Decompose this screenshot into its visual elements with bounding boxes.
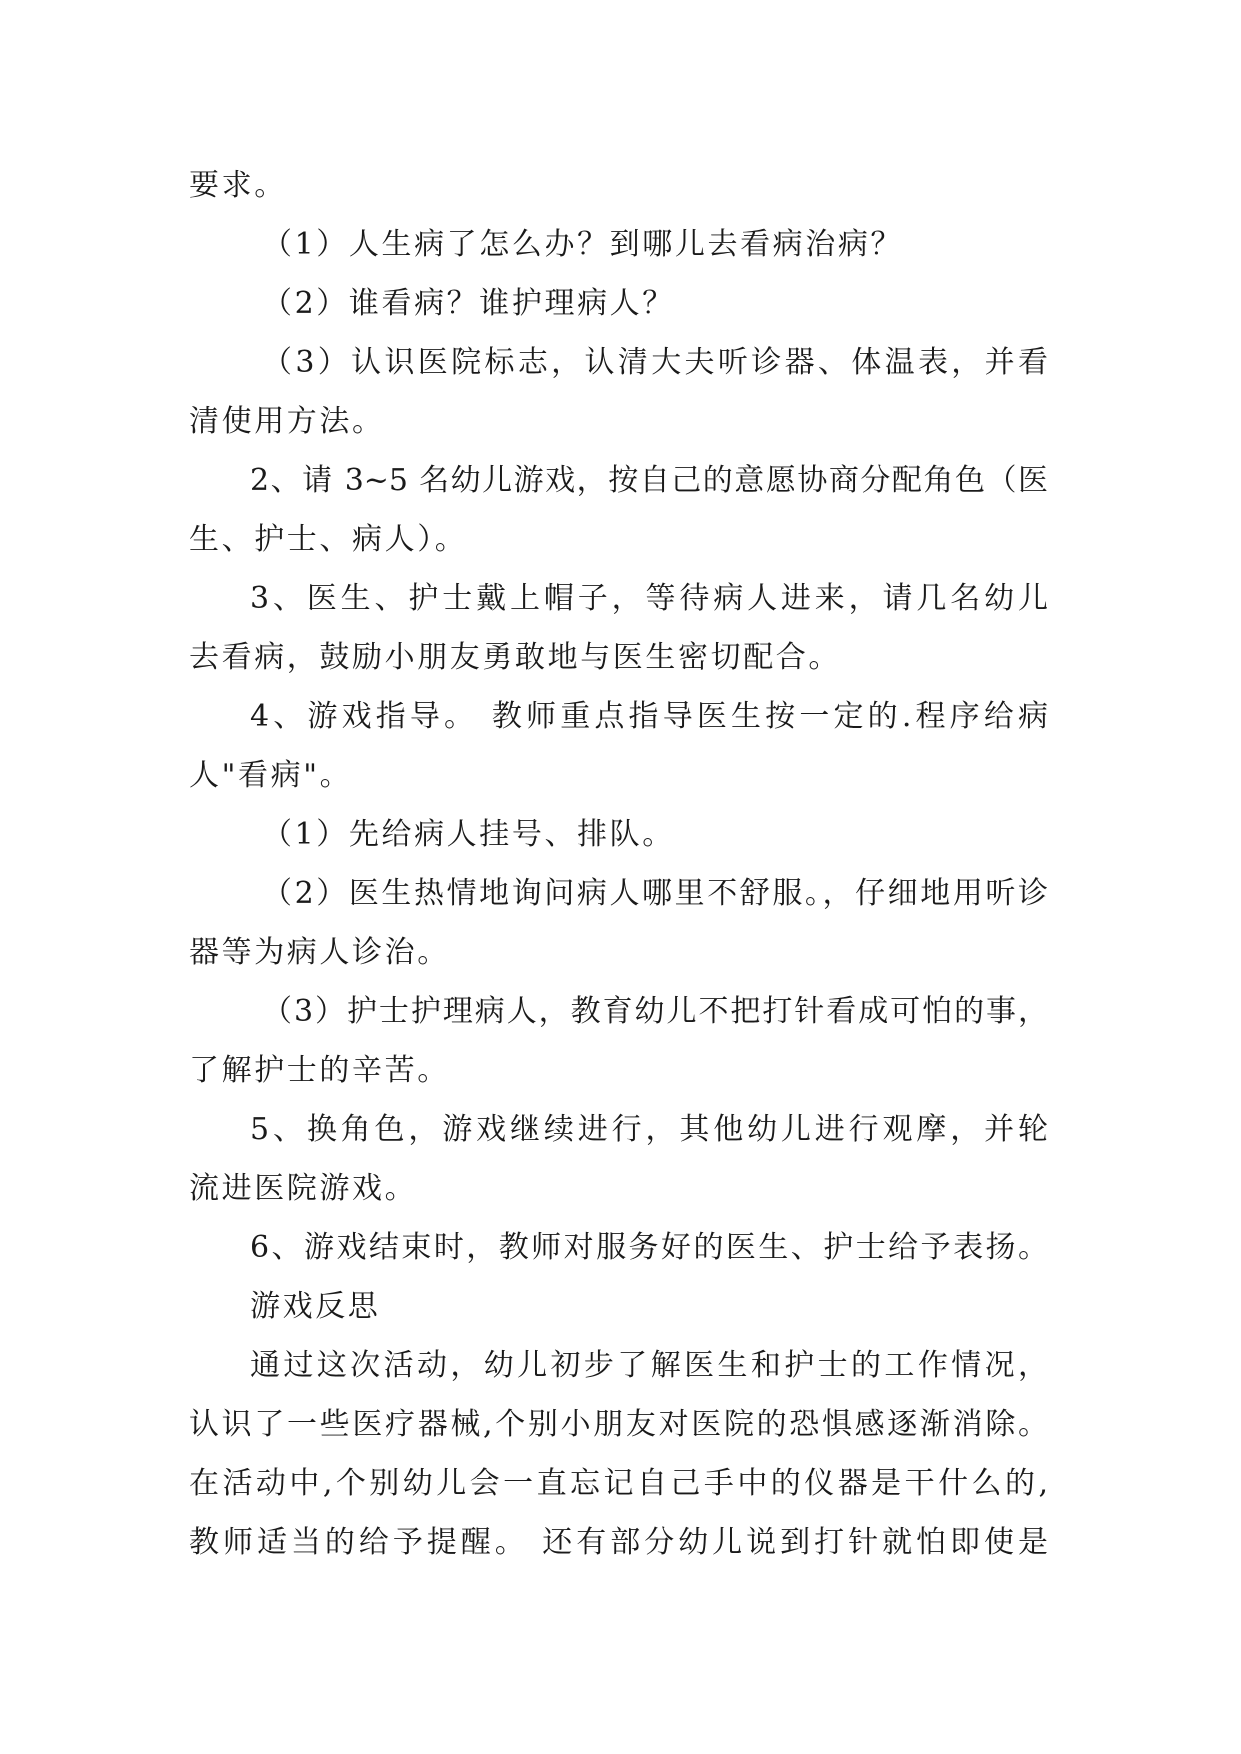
text-line-22: 认识了一些医疗器械,个别小朋友对医院的恐惧感逐渐消除。 — [189, 1407, 1048, 1442]
text-line-14: 器等为病人诊治。 — [189, 935, 450, 970]
text-line-19: 6、游戏结束时，教师对服务好的医生、护士给予表扬。 — [250, 1230, 1048, 1265]
text-line-15: （3）护士护理病人，教育幼儿不把打针看成可怕的事， — [262, 994, 1048, 1029]
text-line-5: 清使用方法。 — [189, 404, 385, 439]
text-line-16: 了解护士的辛苦。 — [189, 1053, 450, 1088]
text-line-23: 在活动中,个别幼儿会一直忘记自己手中的仪器是干什么的, — [189, 1466, 1048, 1501]
text-line-6: 2、请 3~5 名幼儿游戏，按自己的意愿协商分配角色（医 — [250, 463, 1048, 498]
text-line-4: （3）认识医院标志，认清大夫听诊器、体温表，并看 — [262, 345, 1048, 380]
text-line-1: 要求。 — [189, 168, 287, 203]
text-line-12: （1）先给病人挂号、排队。 — [262, 817, 675, 852]
text-line-21: 通过这次活动，幼儿初步了解医生和护士的工作情况， — [250, 1348, 1048, 1383]
text-line-11: 人"看病"。 — [189, 758, 353, 793]
text-line-10: 4、游戏指导。 教师重点指导医生按一定的.程序给病 — [250, 699, 1048, 734]
text-line-9: 去看病，鼓励小朋友勇敢地与医生密切配合。 — [189, 640, 841, 675]
text-line-3: （2）谁看病？谁护理病人？ — [262, 286, 675, 321]
text-line-7: 生、护士、病人）。 — [189, 522, 468, 557]
text-line-13: （2）医生热情地询问病人哪里不舒服。，仔细地用听诊 — [262, 876, 1048, 911]
text-line-2: （1）人生病了怎么办？到哪儿去看病治病？ — [262, 227, 904, 262]
text-line-24: 教师适当的给予提醒。 还有部分幼儿说到打针就怕即使是 — [189, 1525, 1048, 1560]
text-line-20: 游戏反思 — [250, 1289, 381, 1324]
text-line-17: 5、换角色，游戏继续进行，其他幼儿进行观摩，并轮 — [250, 1112, 1048, 1147]
text-line-8: 3、医生、护士戴上帽子，等待病人进来，请几名幼儿 — [250, 581, 1048, 616]
text-line-18: 流进医院游戏。 — [189, 1171, 418, 1206]
